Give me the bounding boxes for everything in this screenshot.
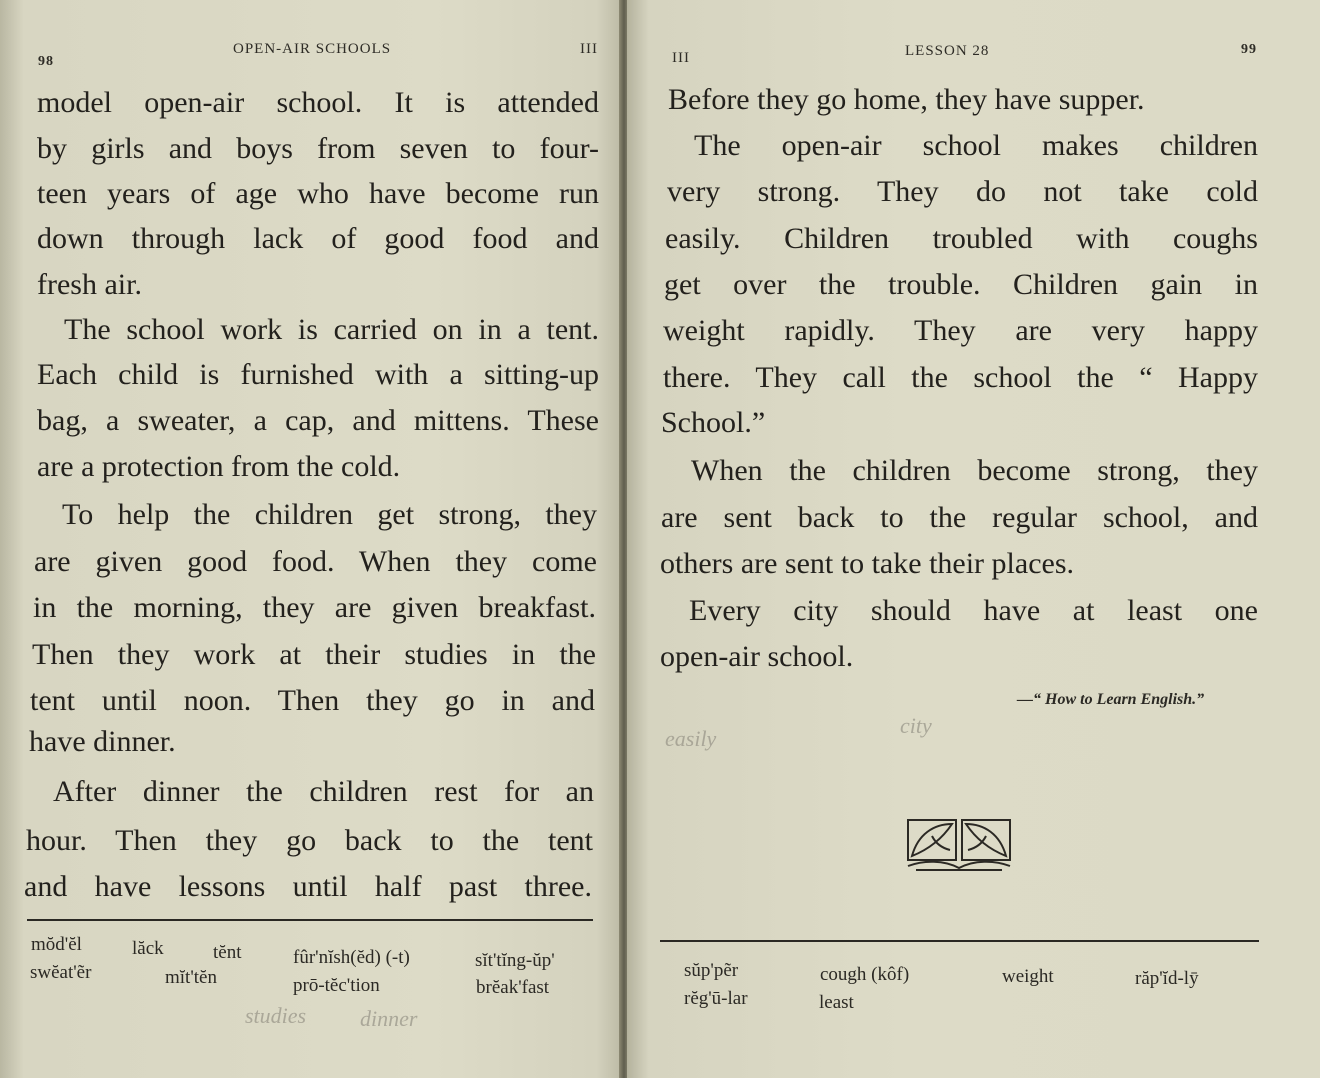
page-number: 99 [1241,42,1257,57]
page-number: 98 [38,54,54,69]
handwritten-note: studies [245,1003,307,1028]
glossary-word: brĕak'fast [476,977,550,998]
text-line: and have lessons until half past three. [24,870,592,903]
text-line: The school work is carried on in a tent. [64,313,599,346]
glossary-word: rĕg'ū-lar [684,988,748,1009]
text-line: fresh air. [37,268,142,301]
text-line: teen years of age who have become run [37,177,599,210]
right-page [627,0,1320,1078]
footnote-rule [660,940,1259,942]
text-line: To help the children get strong, they [62,498,597,531]
text-line: down through lack of good food and [37,222,599,255]
glossary-word: weight [1002,966,1054,987]
handwritten-note: city [900,713,932,738]
text-line: hour. Then they go back to the tent [26,824,593,857]
glossary-word: mŏd'ĕl [31,934,82,955]
text-line: After dinner the children rest for an [53,775,594,808]
text-line: are sent back to the regular school, and [661,501,1258,534]
text-line: very strong. They do not take cold [667,175,1258,208]
glossary-word: lăck [132,938,164,959]
text-line: Each child is furnished with a sitting-up [37,358,599,391]
text-line: are given good food. When they come [34,545,597,578]
glossary-word: swĕat'ẽr [30,962,92,983]
running-head: OPEN-AIR SCHOOLS [233,41,392,57]
glossary-word: least [819,992,854,1013]
text-line: Then they work at their studies in the [32,638,596,671]
text-line: model open-air school. It is attended [37,86,599,119]
handwritten-note: easily [665,726,717,751]
text-line: Before they go home, they have supper. [668,83,1145,116]
source-credit: —“ How to Learn English.” [1017,691,1205,708]
glossary-word: mĭt'tĕn [165,967,217,988]
text-line: tent until noon. Then they go in and [30,684,595,717]
glossary-word: fûr'nĭsh(ĕd) (-t) [293,947,410,968]
glossary-word: sĭt'tĭng-ŭp' [475,950,555,971]
glossary-word: sŭp'pẽr [684,960,739,981]
text-line: others are sent to take their places. [660,547,1074,580]
left-page [0,0,621,1078]
text-line: there. They call the school the “ Happy [663,361,1258,394]
text-line: School.” [661,406,766,439]
section-marker: III [580,41,598,57]
section-marker: III [672,50,690,66]
glossary-word: răp'ĭd-lȳ [1135,968,1199,989]
text-line: have dinner. [29,725,176,758]
text-line: bag, a sweater, a cap, and mittens. These [37,404,599,437]
glossary-word: cough (kôf) [820,964,910,985]
text-line: get over the trouble. Children gain in [664,268,1258,301]
text-line: easily. Children troubled with coughs [665,222,1258,255]
glossary-word: prō-tĕc'tion [293,975,380,996]
text-line: open-air school. [660,640,854,673]
text-line: in the morning, they are given breakfast. [33,591,596,624]
text-line: When the children become strong, they [691,454,1258,487]
glossary-word: tĕnt [213,942,242,963]
text-line: weight rapidly. They are very happy [663,314,1258,347]
text-line: are a protection from the cold. [37,450,401,483]
text-line: by girls and boys from seven to four- [37,132,599,165]
ornament-icon [904,816,1014,874]
text-line: The open-air school makes children [694,129,1258,162]
text-line: Every city should have at least one [689,594,1258,627]
handwritten-note: dinner [360,1006,418,1031]
footnote-rule [27,919,593,921]
running-head: LESSON 28 [905,43,990,59]
